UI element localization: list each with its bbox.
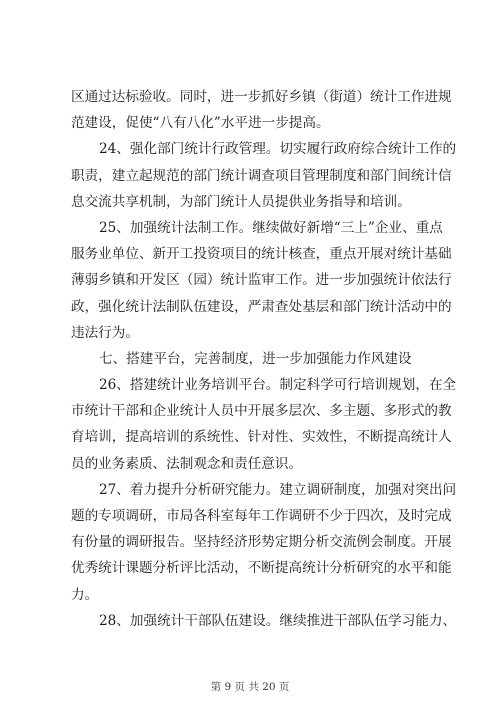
text-line: 24、强化部门统计行政管理。切实履行政府综合统计工作的 [99,141,457,158]
text-line: 28、加强统计干部队伍建设。继续推进干部队伍学习能力、 [99,612,457,629]
text-line: 薄弱乡镇和开发区（园）统计监审工作。进一步加强统计依法行 [71,272,452,289]
page-footer: 第 9 页 共 20 页 [210,681,290,693]
text-line: 息交流共享机制，为部门统计人员提供业务指导和培训。 [71,193,411,210]
text-line: 力。 [71,586,99,603]
text-line: 27、着力提升分析研究能力。建立调研制度，加强对突出问 [99,481,457,498]
text-line: 优秀统计课题分析评比活动，不断提高统计分析研究的水平和能 [71,560,452,577]
text-line: 25、加强统计法制工作。继续做好新增“三上”企业、重点 [99,219,443,236]
text-line: 服务业单位、新开工投资项目的统计核查，重点开展对统计基础 [71,246,452,263]
document-body [71,84,457,634]
text-line: 政，强化统计法制队伍建设，严肃查处基层和部门统计活动中的 [71,298,452,315]
text-line: 市统计干部和企业统计人员中开展多层次、多主题、多形式的教 [71,403,452,420]
text-line: 区通过达标验收。同时，进一步抓好乡镇（街道）统计工作进规 [71,89,452,105]
text-line: 范建设，促使“八有八化”水平进一步提高。 [71,115,330,132]
text-line: 违法行为。 [71,324,139,341]
text-line: 有份量的调研报告。坚持经济形势定期分析交流例会制度。开展 [71,534,452,551]
text-line: 七、搭建平台，完善制度，进一步加强能力作风建设 [99,350,412,367]
text-line: 26、搭建统计业务培训平台。制定科学可行培训规划，在全 [99,377,457,394]
text-line: 职责，建立起规范的部门统计调查项目管理制度和部门间统计信 [71,167,452,184]
text-line: 员的业务素质、法制观念和责任意识。 [71,455,303,472]
text-line: 育培训，提高培训的系统性、针对性、实效性，不断提高统计人 [71,429,452,446]
text-line: 题的专项调研，市局各科室每年工作调研不少于四次，及时完成 [71,508,452,524]
